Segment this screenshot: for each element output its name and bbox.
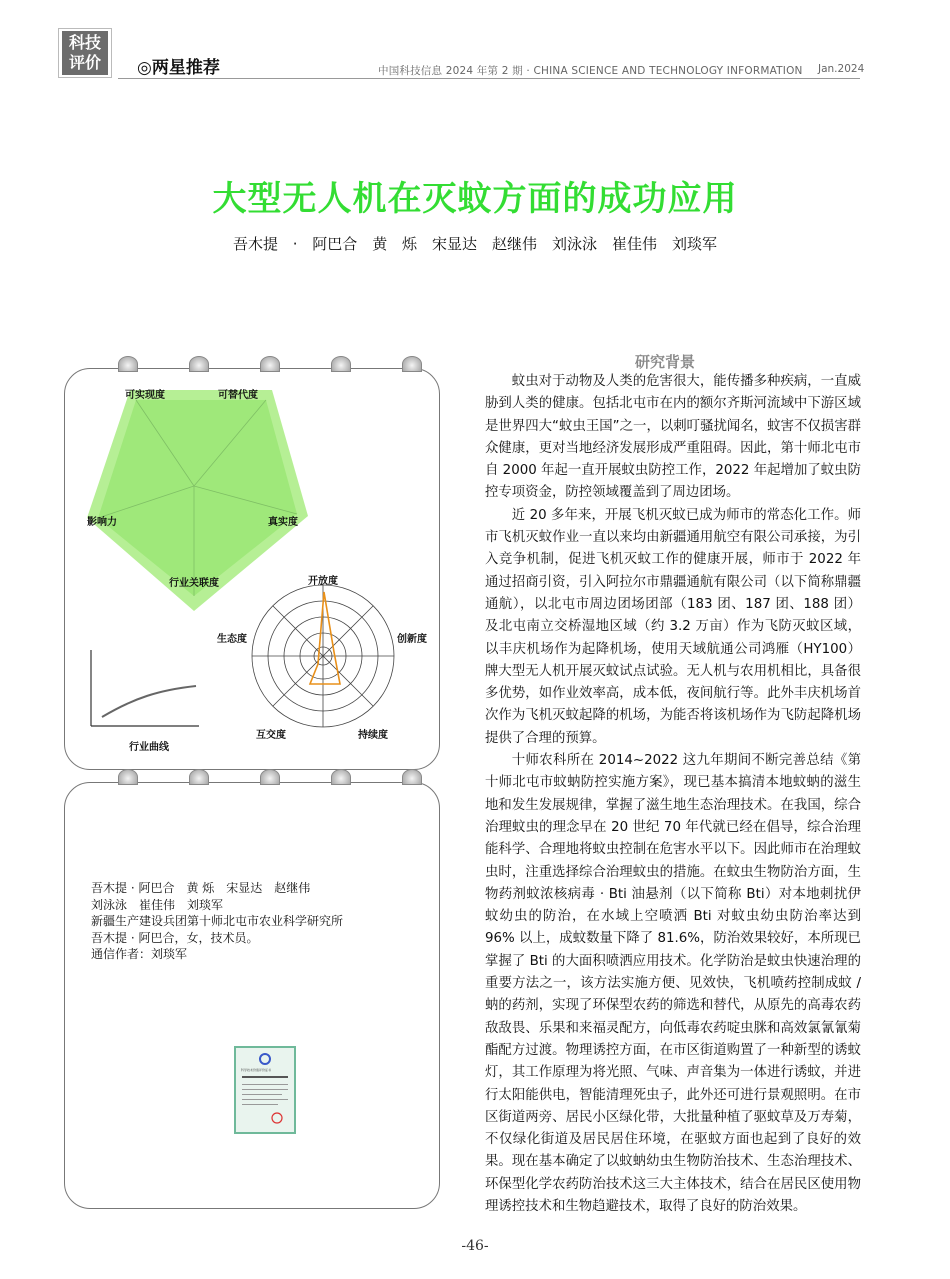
author-info-line: 吾木提 · 阿巴合 黄 烁 宋显达 赵继伟 xyxy=(91,881,311,895)
pentagon-label-achievability: 可实现度 xyxy=(125,390,165,401)
section-title: 研究背景 xyxy=(635,353,696,371)
binder-ring xyxy=(331,769,351,785)
radar-series xyxy=(310,592,340,684)
radar-label-innovation: 创新度 xyxy=(397,634,427,645)
author-info xyxy=(91,880,343,963)
author-info-card xyxy=(64,782,440,1209)
author-line: 吾木提 · 阿巴合 黄 烁 宋显达 赵继伟 刘泳泳 崔佳伟 刘琰军 xyxy=(232,235,718,253)
pentagon-label-influence: 影响力 xyxy=(87,517,117,528)
column-tag: ◎两星推荐 xyxy=(137,58,220,78)
logo-line-2: 评价 xyxy=(68,53,101,72)
author-info-line: 新疆生产建设兵团第十师北屯市农业科学研究所 xyxy=(91,914,344,928)
page-number: -46- xyxy=(461,1238,489,1254)
logo-line-1: 科技 xyxy=(68,33,101,52)
pentagon-label-authenticity: 真实度 xyxy=(268,517,298,528)
paragraph: 十师农科所在 2014~2022 这九年期间不断完善总结《第十师北屯市蚊蚋防控实施方案》，现已基本搞清本地蚊蚋的滋生地和发生发展规律，掌握了滋生地生态治理技术。在我国，综合治理蚊虫的理念早在 20 世纪 70 年代就已经在倡导，综合治理能科学、合理地将蚊虫控制在危害水平以下。因此师市在治理蚊虫时，注重选择综合治理蚊虫的措施。在蚊虫生物防治方面，生物药剂蚊浓核病毒 · Bti 油悬剂（以下简称 Bti）对本地刺扰伊蚊幼虫的防治，在水域上空喷洒 Bti 对蚊虫幼虫防治率达到 96% 以上，成蚊数量下降了 81.6%，防治效果较好，本所现已掌握了 Bti 的大面积喷洒应用技术。化学防治是蚊虫快速治理的重要方法之一，该方法实施方便、见效快，飞机喷药控制成蚊 / 蚋的药剂，实现了环保型农药的筛选和替代，从原先的高毒农药敌敌畏、乐果和来福灵配方，向低毒农药啶虫脒和高效氯氰氰菊酯配方过渡。物理诱控方面，在市区街道购置了一种新型的诱蚊灯，其工作原理为将光照、气味、声音集为一体进行诱蚊，并进行太阳能供电，智能清理死虫子，此外还可进行景观照明。在市区街道两旁、居民小区绿化带，大批量种植了驱蚊草及万寿菊，不仅绿化街道及居民居住环境，在驱蚊方面也起到了良好的效果。现在基本确定了以蚊蚋幼虫生物防治技术、生态治理技术、环保型化学农药防治技术这三大主体技术，结合在居民区使用物理诱控技术和生物趋避技术，取得了良好的防治效果。 xyxy=(485,753,861,1214)
article-body xyxy=(485,371,861,1218)
radar-label-sustainability: 持续度 xyxy=(358,730,388,741)
pentagon-label-substitutability: 可替代度 xyxy=(218,390,258,401)
author-info-line: 吾木提 · 阿巴合，女，技术员。 xyxy=(91,930,259,945)
radar-label-interaction: 互交度 xyxy=(256,730,286,741)
evaluation-figure xyxy=(64,368,440,770)
binder-ring xyxy=(189,769,209,785)
author-info-line: 刘泳泳 崔佳伟 刘琰军 xyxy=(91,897,224,912)
binder-ring xyxy=(260,769,280,785)
certificate-title: 科学技术价值评价证书 xyxy=(241,1068,272,1072)
certificate-image xyxy=(234,1046,296,1134)
pentagon-inner xyxy=(98,400,297,596)
certificate-graphic xyxy=(236,1048,294,1132)
radar-label-openness: 开放度 xyxy=(308,576,338,587)
binder-ring xyxy=(118,769,138,785)
paragraph: 近 20 多年来，开展飞机灭蚊已成为师市的常态化工作。师市飞机灭蚊作业一直以来均由新疆通用航空有限公司承接，为引入竞争机制，促进飞机灭蚊工作的健康开展，师市于 2022 年通过招商引资，引入阿拉尔市鼎疆通航有限公司（以下简称鼎疆通航），以北屯市周边团场团部（183 团、187 团、188 团）及北屯南立交桥湿地区域（约 3.2 万亩）作为飞防灭蚊区域，以丰庆机场作为起降机场，使用天域航通公司鸿雁（HY100）牌大型无人机开展灭蚊试点试验。无人机与农用机相比，具备很多优势，如作业效率高，成本低，夜间航行等。此外丰庆机场首次作为飞机灭蚊起降的机场，为能否将该机场作为飞防起降机场提供了合理的预算。 xyxy=(485,507,861,746)
header-rule xyxy=(118,78,860,79)
article-title: 大型无人机在灭蚊方面的成功应用 xyxy=(212,179,738,219)
paragraph: 蚊虫对于动物及人类的危害很大，能传播多种疾病，一直威胁到人类的健康。包括北屯市在内的额尔齐斯河流域中下游区域是世界四大“蚊虫王国”之一，以刺叮骚扰闻名，蚊害不仅损害群众健康，更对当地经济发展形成严重阻碍。因此，第十师北屯市自 2000 年起一直开展蚊虫防控工作，2022 年起增加了蚊虫防控专项资金，防控领域覆盖到了周边团场。 xyxy=(485,374,861,501)
radar-label-ecology: 生态度 xyxy=(217,634,247,645)
binder-ring xyxy=(402,769,422,785)
industry-curve-chart xyxy=(91,650,199,726)
journal-name: 中国科技信息 2024 年第 2 期 · CHINA SCIENCE AND TECHNOLOGY INFORMATION xyxy=(378,65,803,77)
author-info-line: 通信作者：刘琰军 xyxy=(91,947,188,961)
issue-date: Jan.2024 xyxy=(818,63,865,75)
industry-curve-label: 行业曲线 xyxy=(129,742,169,753)
column-logo xyxy=(62,31,108,75)
pentagon-label-industry-relevance: 行业关联度 xyxy=(169,578,219,589)
